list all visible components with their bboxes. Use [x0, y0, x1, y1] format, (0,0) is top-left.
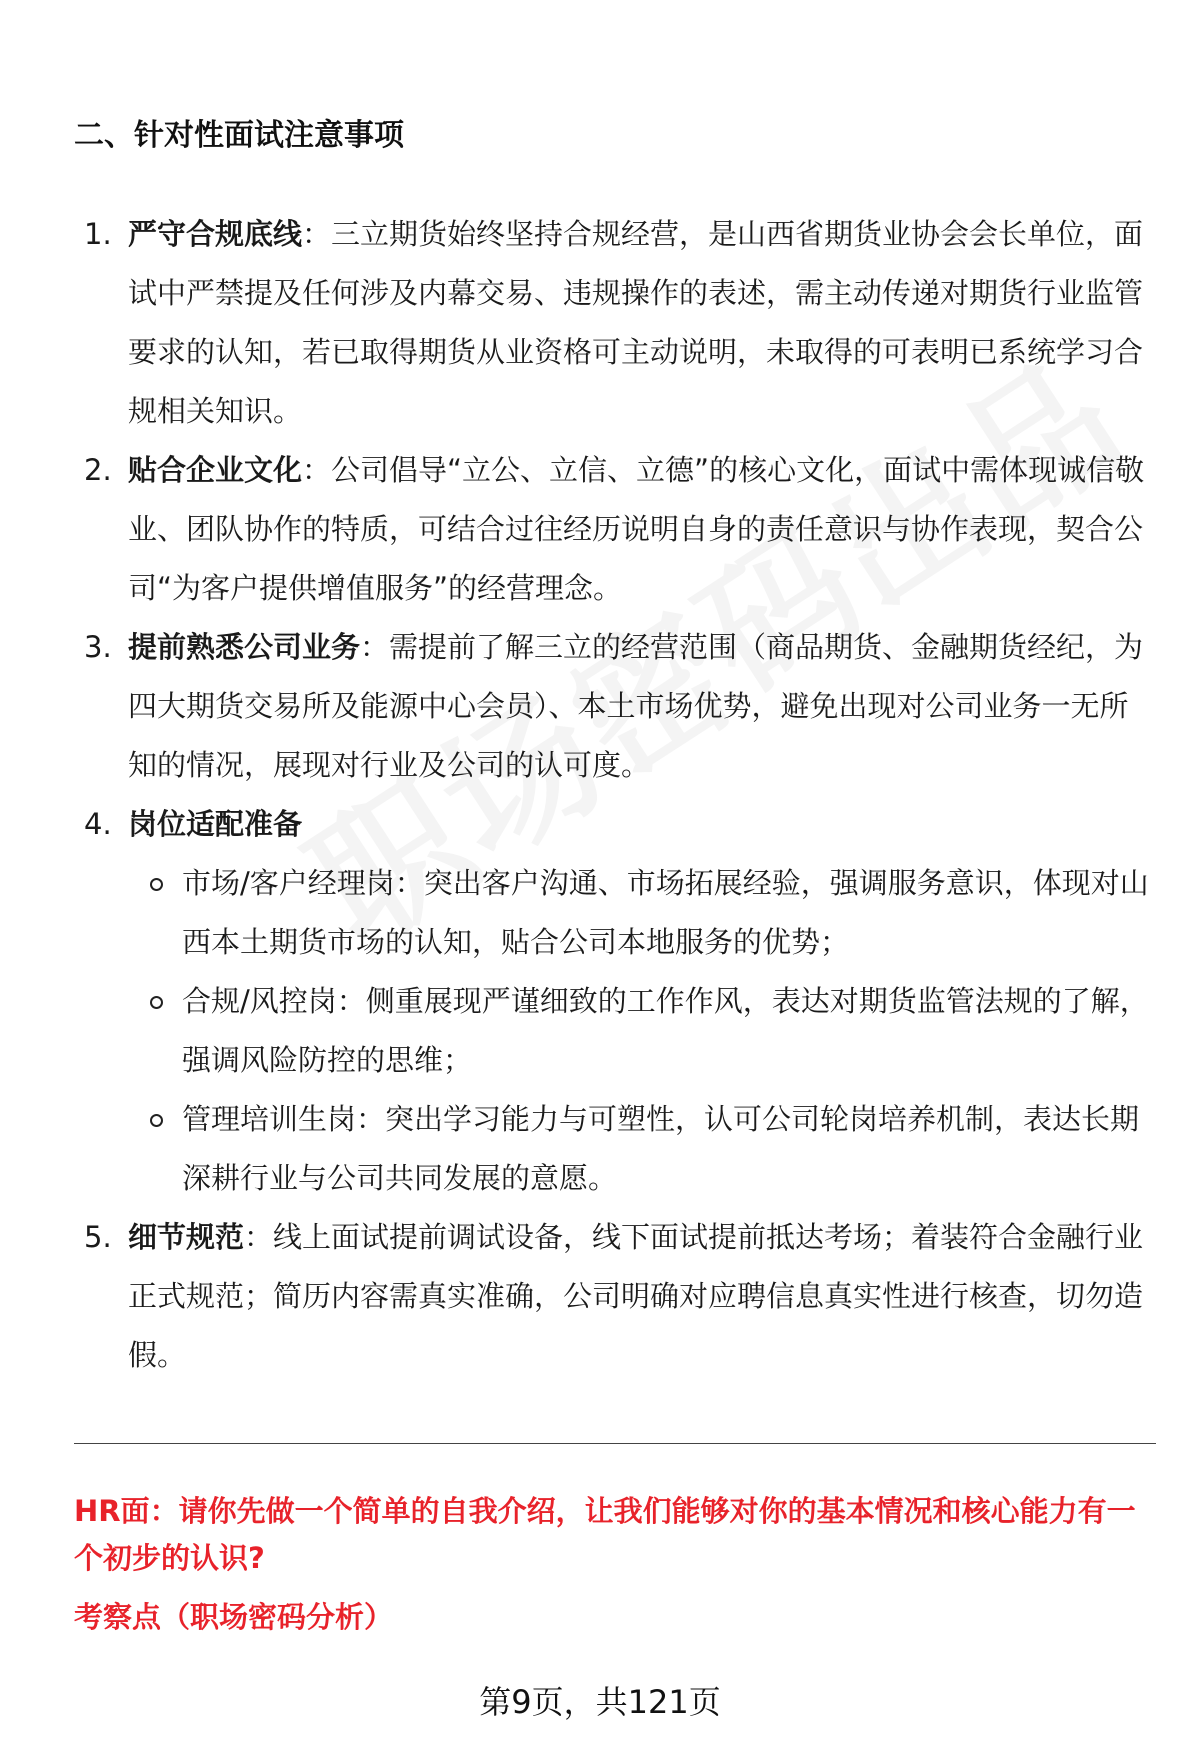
notes-list: [74, 205, 1156, 1385]
item-text: ：三立期货始终坚持合规经营，是山西省期货业协会会长单位，面试中严禁提及任何涉及内幕交易、违规操作的表述，需主动传递对期货行业监管要求的认知，若已取得期货从业资格可主动说明，未取得的可表明已系统学习合规相关知识。: [128, 217, 1144, 428]
sub-item-text: 市场/客户经理岗：突出客户沟通、市场拓展经验，强调服务意识，体现对山西本土期货市场的认知，贴合公司本地服务的优势；: [182, 866, 1149, 959]
list-item: [74, 795, 1156, 1208]
sub-list: [128, 854, 1156, 1208]
item-number: 1.: [84, 217, 112, 251]
item-title: 严守合规底线: [128, 217, 303, 251]
item-text: ：公司倡导“立公、立信、立德”的核心文化，面试中需体现诚信敬业、团队协作的特质，可结合过往经历说明自身的责任意识与协作表现，契合公司“为客户提供增值服务”的经营理念。: [128, 453, 1145, 605]
item-title: 细节规范: [128, 1220, 245, 1254]
sub-item-text: 合规/风控岗：侧重展现严谨细致的工作作风，表达对期货监管法规的了解，强调风险防控的思维；: [182, 984, 1149, 1077]
item-number: 2.: [84, 453, 112, 487]
sub-list-item: [128, 972, 1156, 1090]
list-item: [74, 618, 1156, 795]
page-footer: 第9页，共121页: [479, 1683, 721, 1721]
circle-bullet-icon: [150, 878, 163, 891]
list-item: [74, 205, 1156, 441]
list-item: [74, 441, 1156, 618]
item-number: 4.: [84, 807, 112, 841]
divider: [74, 1443, 1156, 1444]
item-number: 5.: [84, 1220, 112, 1254]
item-number: 3.: [84, 630, 112, 664]
sub-list-item: [128, 854, 1156, 972]
item-title: 贴合企业文化: [128, 453, 303, 487]
circle-bullet-icon: [150, 996, 163, 1009]
list-item: [74, 1208, 1156, 1385]
item-text: ：需提前了解三立的经营范围（商品期货、金融期货经纪，为四大期货交易所及能源中心会员）、本土市场优势，避免出现对公司业务一无所知的情况，展现对行业及公司的认可度。: [128, 630, 1144, 782]
exam-point-heading: 考察点（职场密码分析）: [74, 1600, 394, 1634]
hr-question: HR面：请你先做一个简单的自我介绍，让我们能够对你的基本情况和核心能力有一个初步的认识?: [74, 1494, 1136, 1575]
sub-list-item: [128, 1090, 1156, 1208]
sub-item-text: 管理培训生岗：突出学习能力与可塑性，认可公司轮岗培养机制，表达长期深耕行业与公司共同发展的意愿。: [182, 1102, 1140, 1195]
item-title: 岗位适配准备: [128, 807, 303, 841]
item-text: ：线上面试提前调试设备，线下面试提前抵达考场；着装符合金融行业正式规范；简历内容需真实准确，公司明确对应聘信息真实性进行核查，切勿造假。: [128, 1220, 1144, 1372]
circle-bullet-icon: [150, 1114, 163, 1127]
item-title: 提前熟悉公司业务: [128, 630, 361, 664]
section-title: 二、针对性面试注意事项: [74, 118, 404, 153]
